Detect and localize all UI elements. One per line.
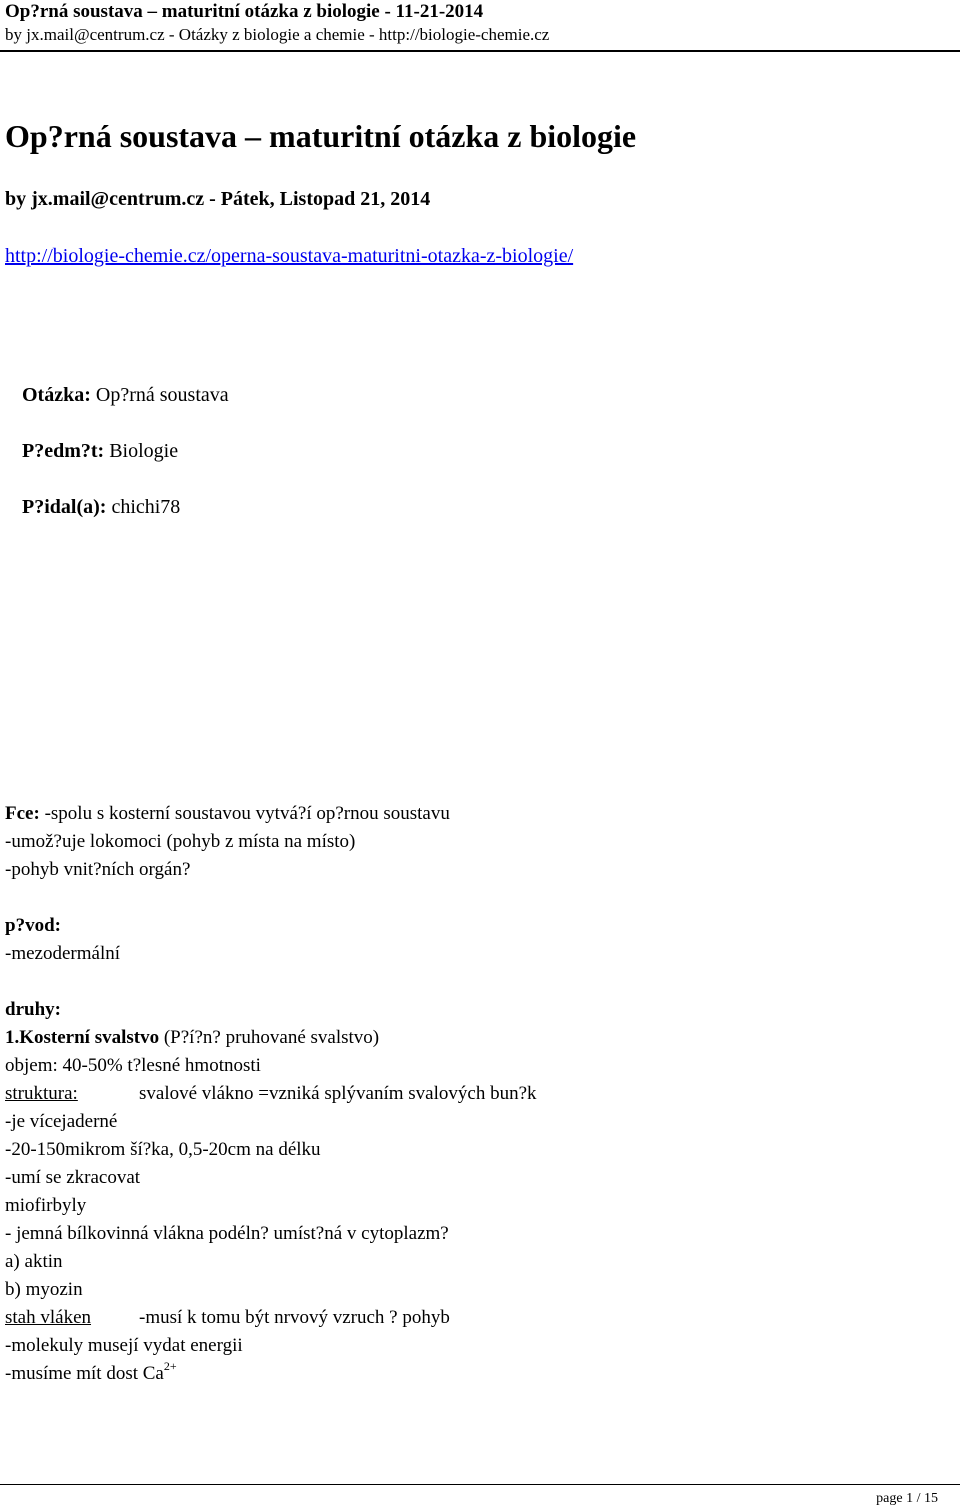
meta-subject-label: P?edm?t: — [22, 440, 105, 462]
objem-line: objem: 40-50% t?lesné hmotnosti — [5, 1055, 261, 1076]
fce-text-3: -pohyb vnit?ních orgán? — [5, 859, 191, 880]
document-title: Op?rná soustava – maturitní otázka z biologie — [5, 118, 637, 154]
header-subtitle: by jx.mail@centrum.cz - Otázky z biologie a chemie - http://biologie-chemie.cz — [5, 25, 550, 44]
meta-subject-value: Biologie — [109, 440, 179, 462]
meta-author-label: P?idal(a): — [22, 496, 107, 518]
meta-author-value: chichi78 — [111, 496, 181, 518]
druhy-label: druhy: — [5, 999, 61, 1020]
stah-text: -musí k tomu být nrvový vzruch ? pohyb — [139, 1307, 450, 1328]
struktura-item-4: miofirbyly — [5, 1195, 87, 1216]
fce-text-2: -umož?uje lokomoci (pohyb z místa na místo) — [5, 831, 356, 852]
struktura-label: struktura: — [5, 1083, 78, 1104]
source-link[interactable]: http://biologie-chemie.cz/operna-soustava-maturitni-otazka-z-biologie/ — [5, 245, 574, 267]
energy-line-2 — [5, 1360, 945, 1388]
kosterni-label: 1.Kosterní svalstvo — [5, 1027, 160, 1048]
meta-author — [22, 493, 180, 521]
struktura-item-1: -je vícejaderné — [5, 1111, 118, 1132]
meta-question-value: Op?rná soustava — [95, 384, 229, 406]
energy-text-2: -musíme mít dost Ca — [5, 1363, 164, 1384]
struktura-item-7: b) myozin — [5, 1279, 83, 1300]
header-divider — [0, 50, 960, 52]
kosterni-note: (P?í?n? pruhované svalstvo) — [159, 1027, 380, 1048]
stah-line — [5, 1304, 945, 1332]
puvod-label: p?vod: — [5, 915, 61, 936]
page-number: page 1 / 15 — [876, 1491, 938, 1506]
fce-text-1: -spolu s kosterní soustavou vytvá?í op?rnou soustavu — [44, 803, 450, 824]
struktura-item-5: - jemná bílkovinná vlákna podéln? umíst?ná v cytoplazm? — [5, 1223, 449, 1244]
header-title: Op?rná soustava – maturitní otázka z biologie - 11-21-2014 — [5, 1, 484, 22]
struktura-line — [5, 1080, 945, 1108]
kosterni-line — [5, 1024, 945, 1052]
meta-question — [22, 381, 229, 409]
page-header — [5, 0, 955, 46]
struktura-item-2: -20-150mikrom ší?ka, 0,5-20cm na délku — [5, 1139, 321, 1160]
byline: by jx.mail@centrum.cz - Pátek, Listopad 21, 2014 — [5, 188, 431, 210]
calcium-superscript: 2+ — [163, 1359, 177, 1373]
document-body — [5, 800, 945, 1388]
footer-divider — [0, 1484, 960, 1485]
struktura-text: svalové vlákno =vzniká splývaním svalových bun?k — [139, 1083, 537, 1104]
energy-line-1: -molekuly musejí vydat energii — [5, 1335, 243, 1356]
struktura-item-3: -umí se zkracovat — [5, 1167, 141, 1188]
stah-label: stah vláken — [5, 1307, 92, 1328]
fce-label: Fce: — [5, 803, 40, 824]
meta-question-label: Otázka: — [22, 384, 91, 406]
meta-subject — [22, 437, 178, 465]
struktura-item-6: a) aktin — [5, 1251, 63, 1272]
fce-line — [5, 800, 945, 828]
puvod-text: -mezodermální — [5, 943, 121, 964]
